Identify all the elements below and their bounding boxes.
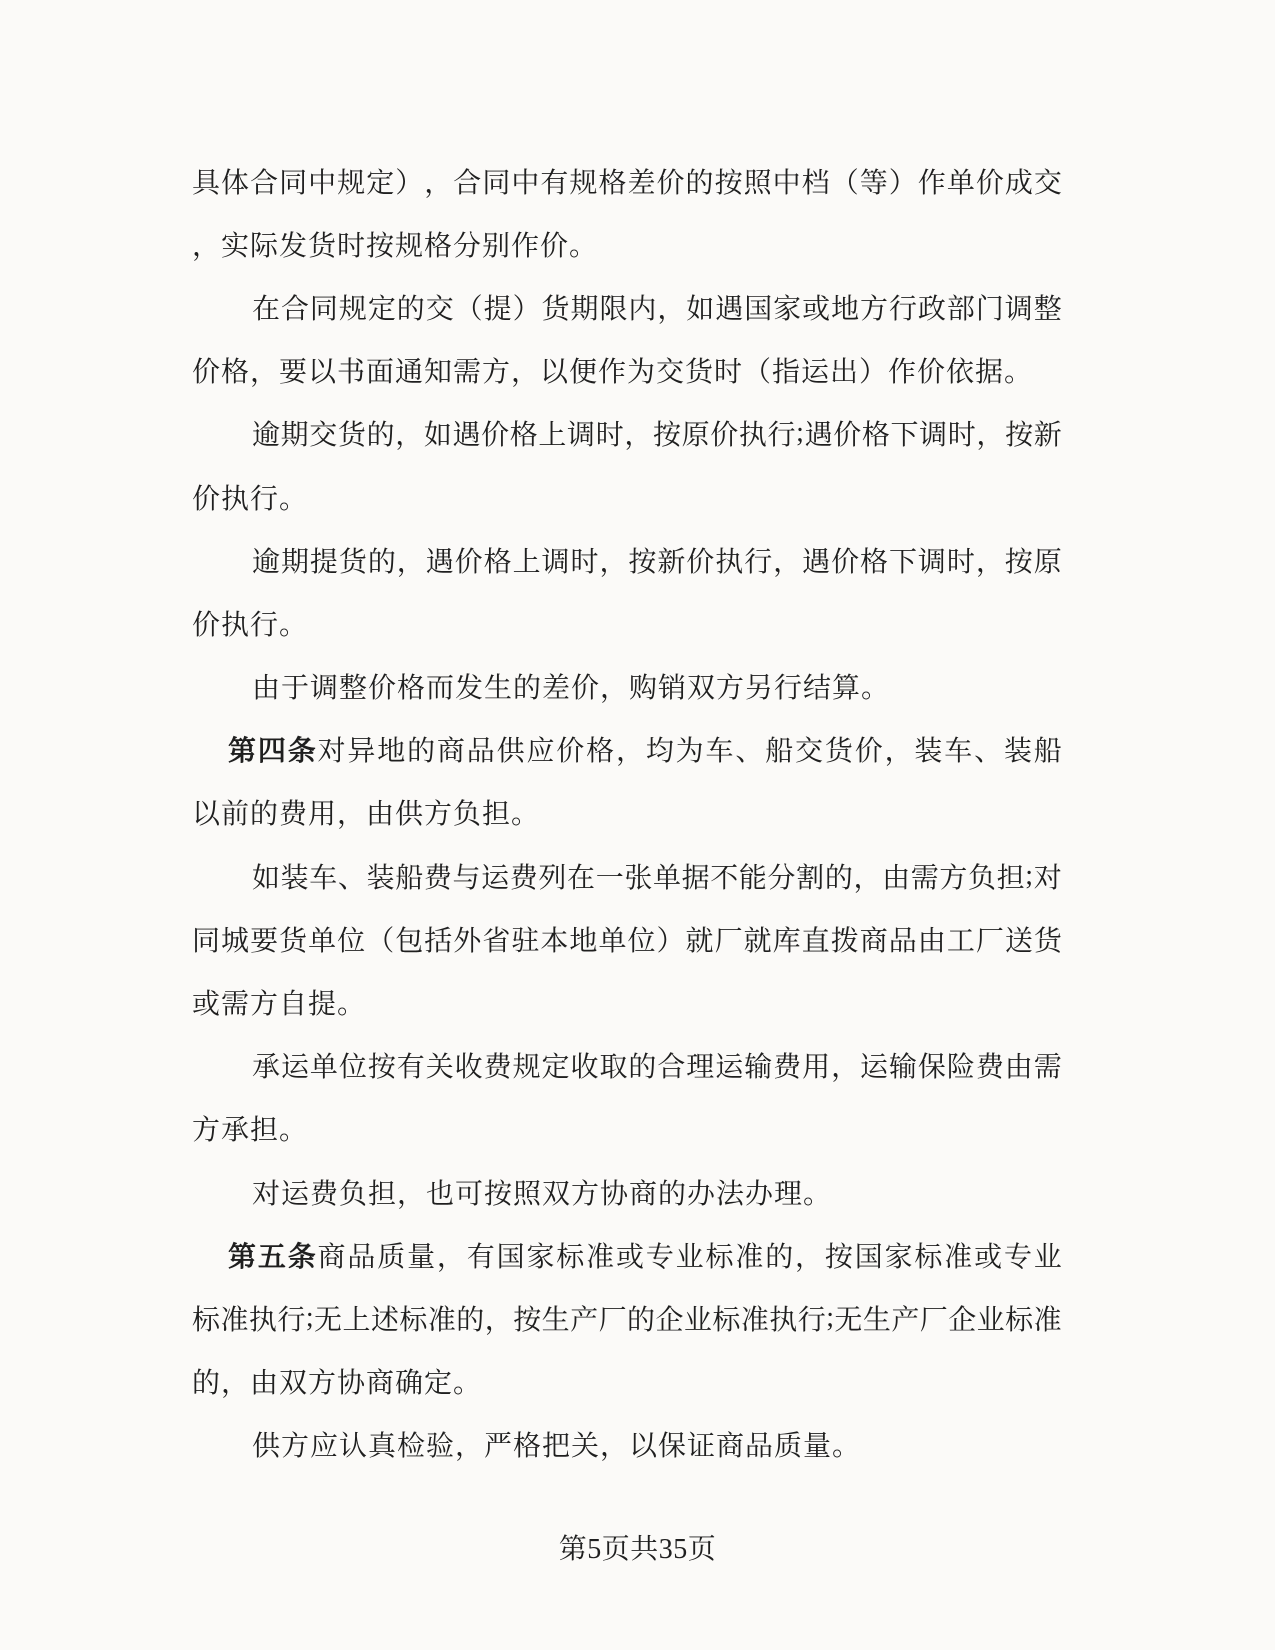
text-line: 的，由双方协商确定。 [192,1368,483,1400]
text-line: 价执行。 [192,483,309,515]
page-footer [0,1527,1275,1567]
text-line: 第 五 条 商 品 质 量 ， 有 国 家 标 准 或 专 业 标 准 的 ， 按 国 家 标 准 或 专 业 [228,1241,1062,1273]
text-line: 承 运 单 位 按 有 关 收 费 规 定 收 取 的 合 理 运 输 费 用 ， 运 输 保 险 费 由 需 [252,1052,1062,1084]
text-line: 价执行。 [192,609,309,641]
text-line: 方承担。 [192,1115,309,1147]
text-line: 标 准 执 行 ; 无 上 述 标 准 的 ， 按 生 产 厂 的 企 业 标 准 执 行 ; 无 生 产 厂 企 业 标 准 [192,1301,1062,1336]
text-line: ，实际发货时按规格分别作价。 [192,230,599,262]
text-line: 以前的费用，由供方负担。 [192,799,541,831]
text-line: 逾 期 提 货 的 ， 遇 价 格 上 调 时 ， 按 新 价 执 行 ， 遇 价 格 下 调 时 ， 按 原 [252,546,1062,578]
text-line: 在 合 同 规 定 的 交 （ 提 ） 货 期 限 内 ， 如 遇 国 家 或 地 方 行 政 部 门 调 整 [252,293,1062,325]
text-line: 供方应认真检验，严格把关，以保证商品质量。 [252,1431,862,1463]
text-line: 如 装 车 、 装 船 费 与 运 费 列 在 一 张 单 据 不 能 分 割 的 ， 由 需 方 负 担 ; 对 [252,859,1062,894]
document-body [192,149,1062,1476]
text-line: 逾 期 交 货 的 ， 如 遇 价 格 上 调 时 ， 按 原 价 执 行 ; 遇 价 格 下 调 时 ， 按 新 [252,417,1062,452]
text-line: 或需方自提。 [192,989,367,1021]
text-line: 同 城 要 货 单 位 （ 包 括 外 省 驻 本 地 单 位 ） 就 厂 就 库 直 拨 商 品 由 工 厂 送 货 [192,925,1062,957]
text-line: 具 体 合 同 中 规 定 ） ， 合 同 中 有 规 格 差 价 的 按 照 中 档 （ 等 ） 作 单 价 成 交 [192,167,1062,199]
text-line: 对运费负担，也可按照双方协商的办法办理。 [252,1178,833,1210]
text-line: 第 四 条 对 异 地 的 商 品 供 应 价 格 ， 均 为 车 、 船 交 货 价 ， 装 车 、 装 船 [228,736,1062,768]
text-line: 价格，要以书面通知需方，以便作为交货时（指运出）作价依据。 [192,357,1034,389]
page-number: 第5页共35页 [558,1534,717,1565]
text-line: 由于调整价格而发生的差价，购销双方另行结算。 [252,673,891,705]
